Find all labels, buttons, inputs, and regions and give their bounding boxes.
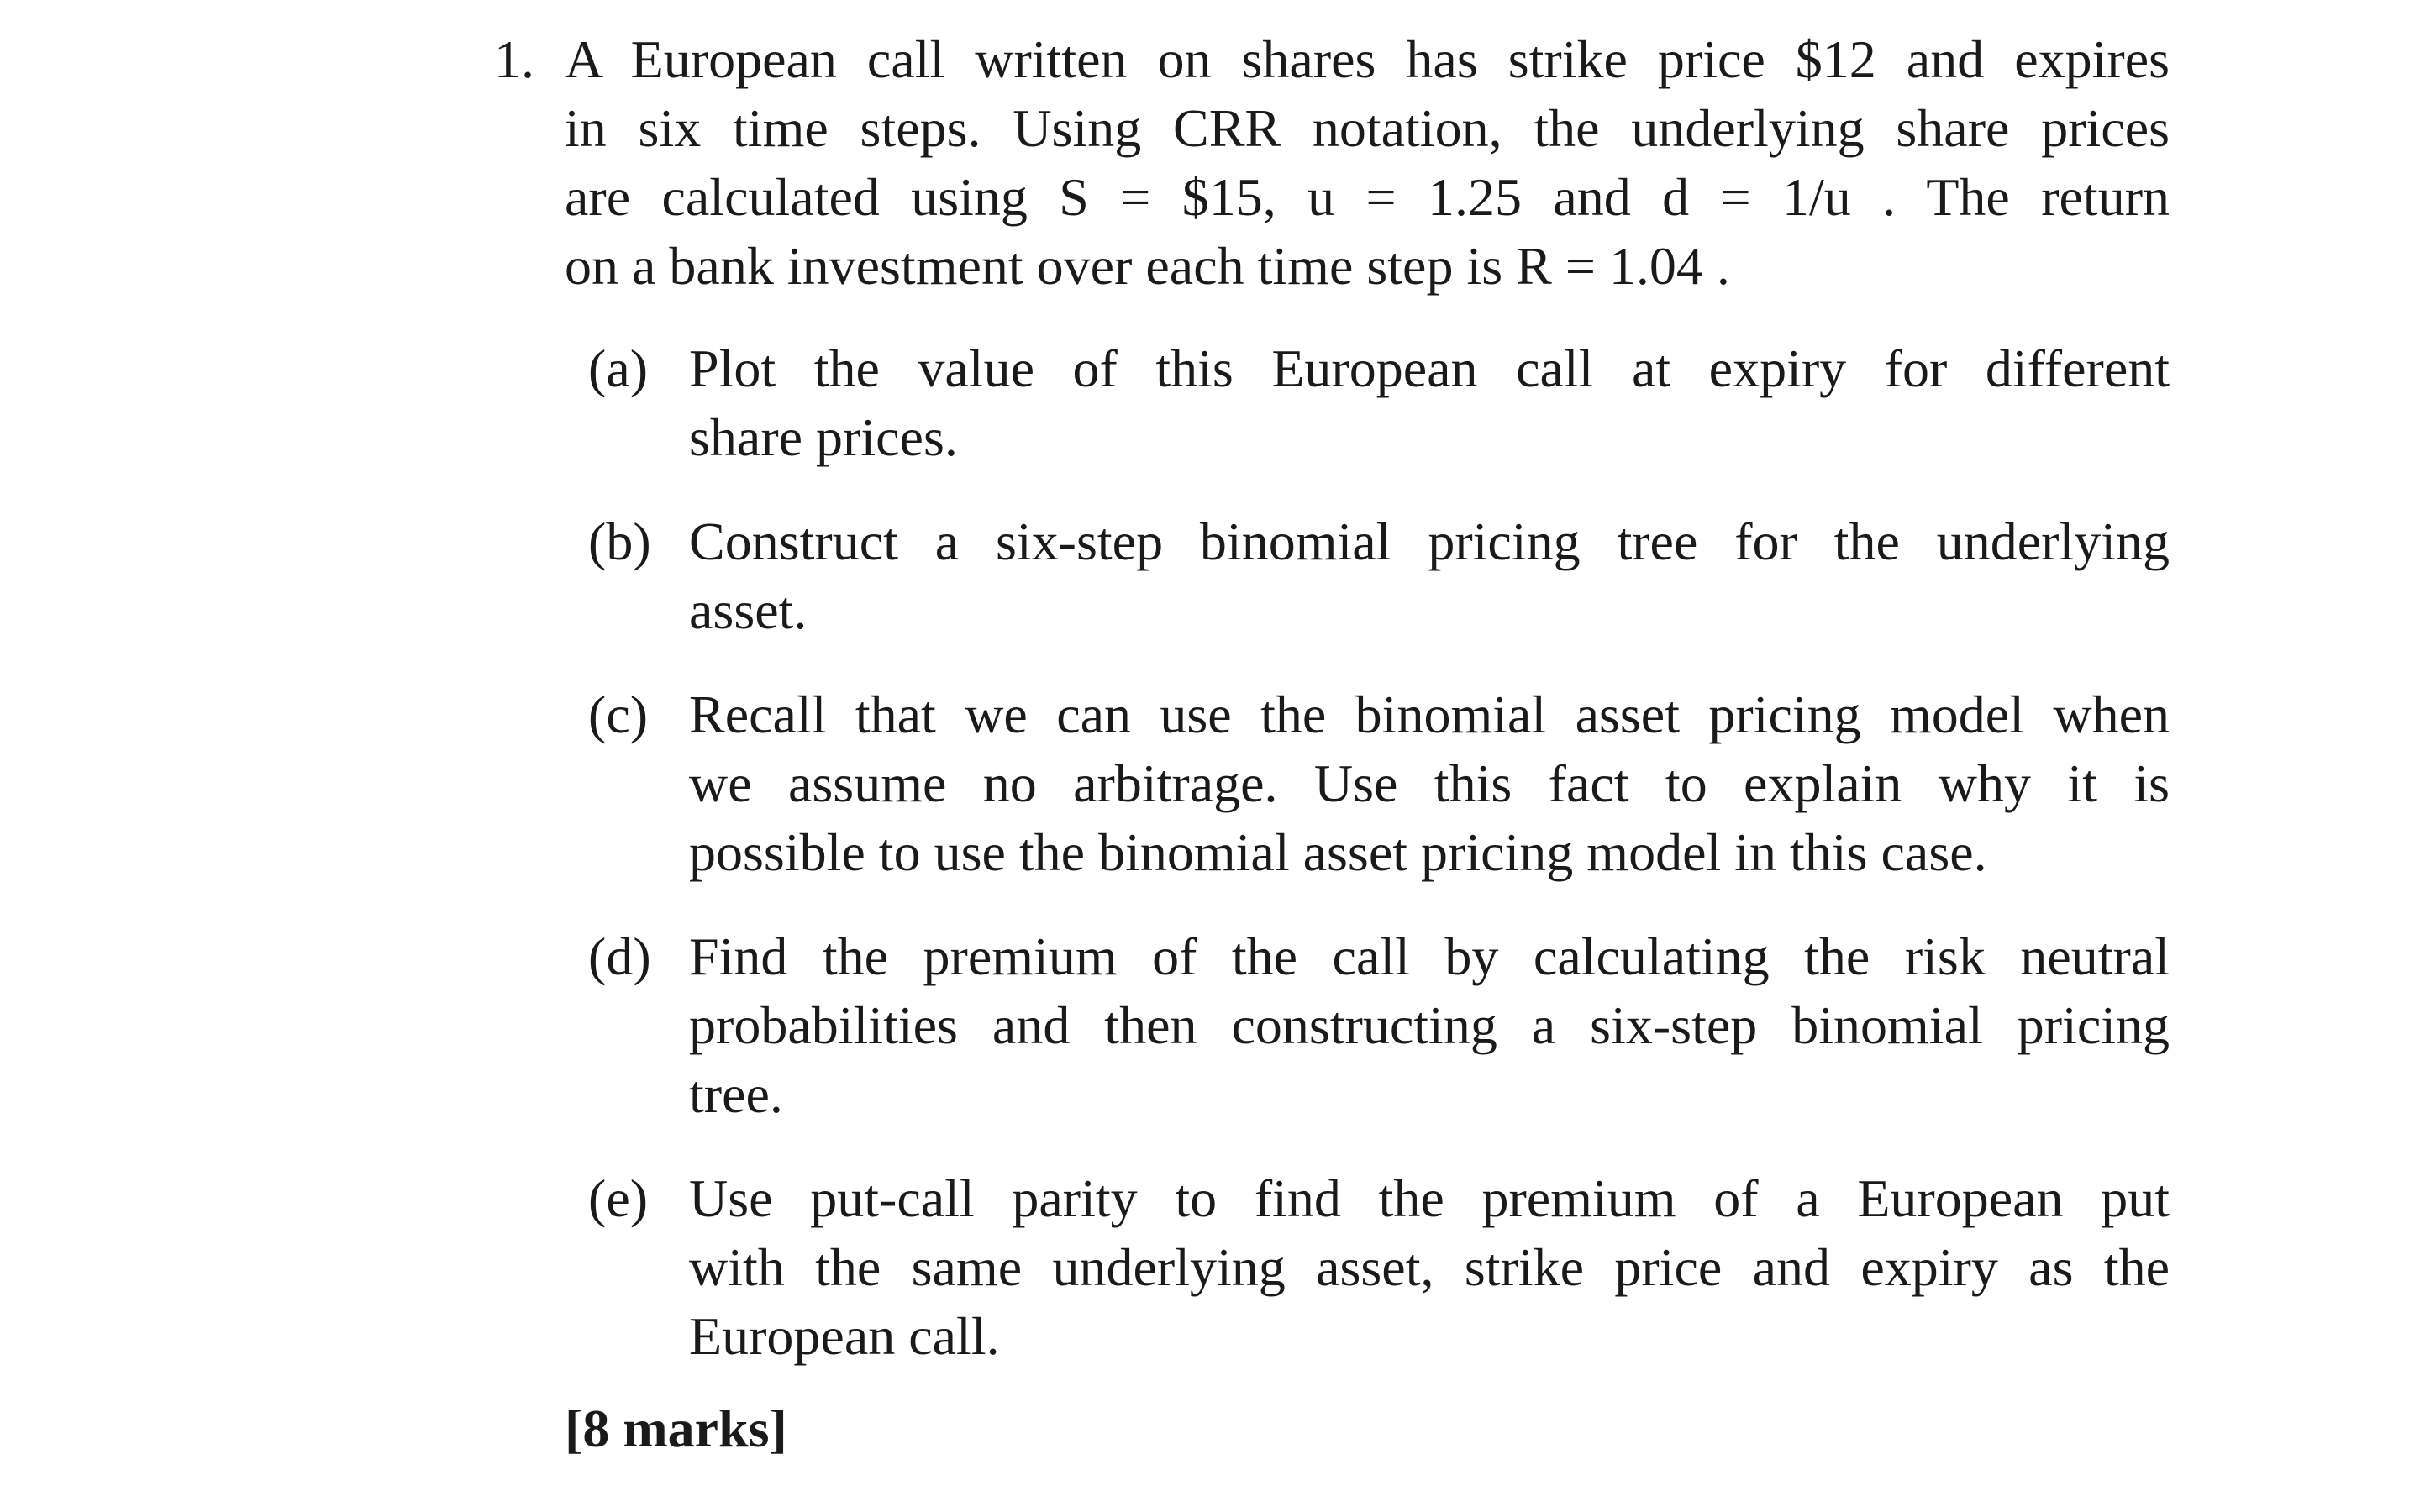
part-b-text: [689, 507, 2170, 645]
part-b-label: (b): [588, 512, 651, 571]
part-b-line-1: Construct a six-step binomial pricing tree for the underlying: [689, 512, 2170, 571]
part-b-line-2: asset.: [689, 580, 808, 640]
part-e-line-2: with the same underlying asset, strike price and expiry as the: [689, 1237, 2170, 1297]
part-a-line-1: Plot the value of this European call at expiry for different: [689, 339, 2170, 398]
part-e-line-1: Use put-call parity to find the premium of a European put: [689, 1168, 2170, 1228]
part-a-label: (a): [588, 339, 649, 398]
part-c-label: (c): [588, 685, 649, 744]
question-stem: [565, 25, 2170, 301]
part-d-line-1: Find the premium of the call by calculating the risk neutral: [689, 927, 2170, 986]
part-d-text: [689, 922, 2170, 1129]
part-a-line-2: share prices.: [689, 407, 958, 467]
part-c-line-3: possible to use the binomial asset pricing model in this case.: [689, 822, 1987, 882]
part-c-line-1: Recall that we can use the binomial asset pricing model when: [689, 685, 2170, 744]
part-e-label: (e): [588, 1168, 649, 1228]
part-c-text: [689, 680, 2170, 887]
part-d-line-2: probabilities and then constructing a six-step binomial pricing: [689, 995, 2170, 1055]
question-line-1: A European call written on shares has strike price $12 and expires: [565, 29, 2170, 89]
question-line-4: on a bank investment over each time step is R = 1.04 .: [565, 236, 1730, 296]
part-c-line-2: we assume no arbitrage. Use this fact to explain why it is: [689, 753, 2170, 813]
part-e-line-3: European call.: [689, 1306, 1000, 1366]
next-text-cutoff: [565, 1494, 2161, 1512]
marks-label: [8 marks]: [565, 1399, 787, 1458]
question-number: 1.: [494, 29, 534, 89]
part-e-text: [689, 1164, 2170, 1371]
part-a-text: [689, 334, 2170, 472]
part-d-label: (d): [588, 927, 651, 986]
question-line-2: in six time steps. Using CRR notation, the underlying share prices: [565, 98, 2170, 158]
part-d-line-3: tree.: [689, 1064, 783, 1124]
question-line-3: are calculated using S = $15, u = 1.25 and d = 1/u . The return: [565, 167, 2170, 227]
